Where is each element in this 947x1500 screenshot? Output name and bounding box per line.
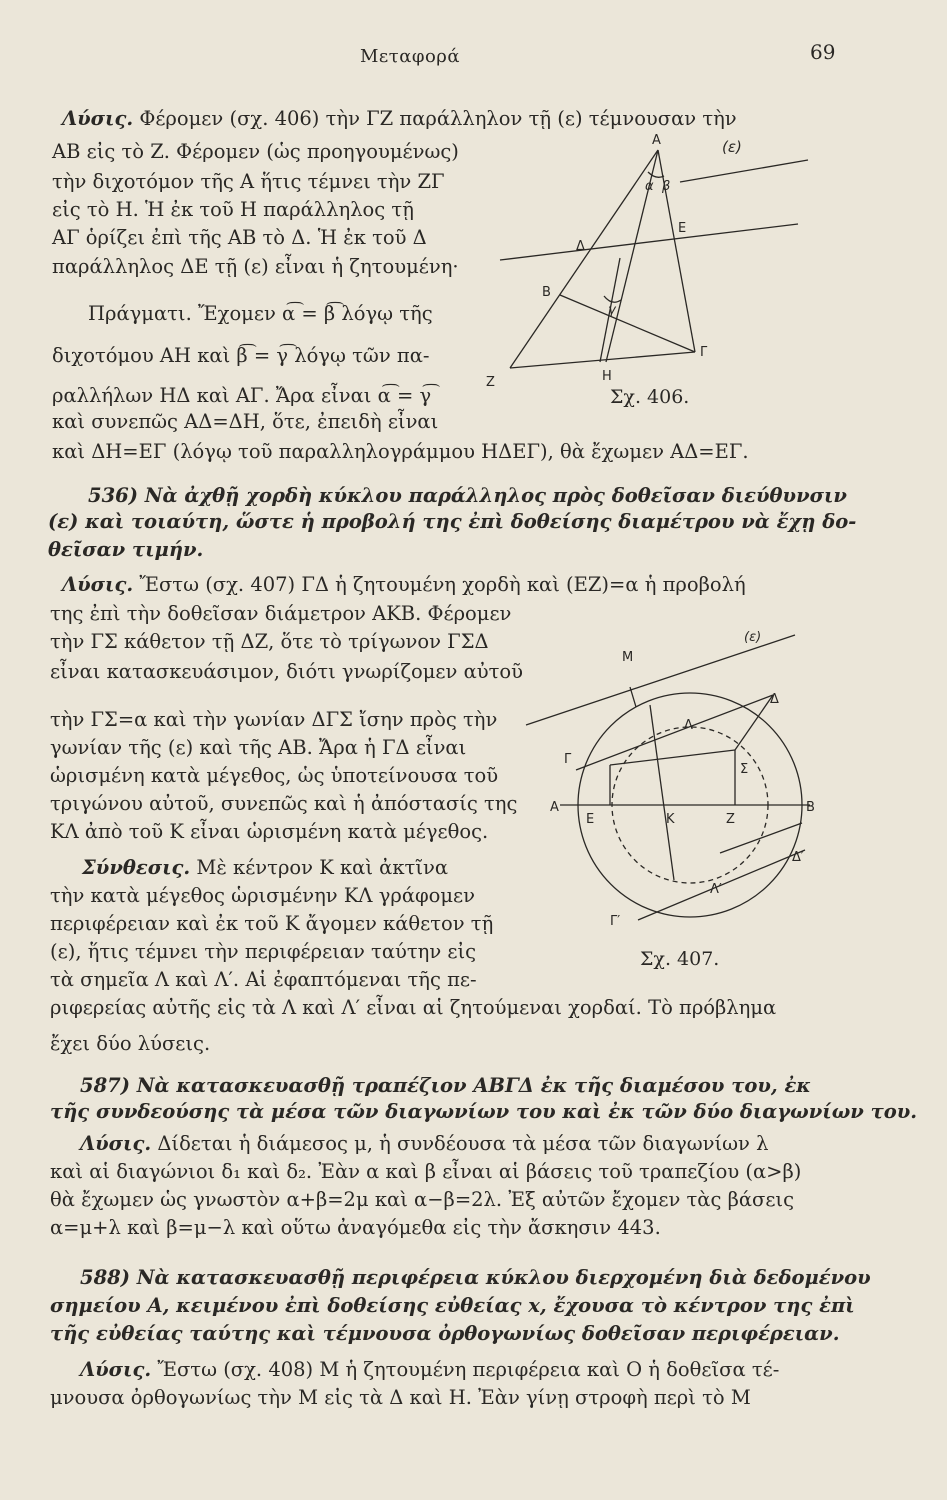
text-line: θὰ ἔχωμεν ὡς γνωστὸν α+β=2μ καὶ α−β=2λ. Ἐξ αὐτῶν ἔχομεν τὰς βάσεις: [50, 1188, 794, 1211]
problem-536-title: θεῖσαν τιμήν.: [48, 538, 204, 561]
text-line: ΑΓ ὁρίζει ἐπὶ τῆς ΑΒ τὸ Δ. Ἡ ἐκ τοῦ Δ: [52, 226, 427, 249]
text-line: τὴν κατὰ μέγεθος ὡρισμένην ΚΛ γράφομεν: [50, 884, 476, 907]
text-line: της ἐπὶ τὴν δοθεῖσαν διάμετρον ΑΚΒ. Φέρομεν: [50, 602, 512, 625]
solution-lead: Λύσις.: [80, 1358, 152, 1381]
label-gamma-prime: Γ′: [610, 914, 621, 929]
text-line: καὶ συνεπῶς ΑΔ=ΔΗ, ὅτε, ἐπειδὴ εἶναι: [52, 410, 439, 433]
text-line: καὶ ΔΗ=ΕΓ (λόγῳ τοῦ παραλληλογράμμου ΗΔΕΓ), θὰ ἔχωμεν ΑΔ=ΕΓ.: [52, 440, 749, 463]
solution-lead: Λύσις.: [62, 573, 134, 596]
label-z: Ζ: [486, 375, 495, 390]
label-gamma-cap: Γ: [700, 345, 708, 360]
text-line: τριγώνου αὐτοῦ, συνεπῶς καὶ ἡ ἀπόστασίς της: [50, 792, 518, 815]
problem-587-title: τῆς συνδεούσης τὰ μέσα τῶν διαγωνίων του καὶ ἐκ τῶν δύο διαγωνίων του.: [50, 1100, 918, 1123]
text-line: Πράγματι. Ἔχομεν α͡ = β͡ λόγῳ τῆς: [88, 302, 433, 325]
figure-406: [480, 130, 840, 400]
label-z: Ζ: [726, 812, 735, 827]
label-delta-prime: Δ′: [792, 850, 804, 865]
text-line: τὰ σημεῖα Λ καὶ Λ′. Αἱ ἐφαπτόμεναι τῆς πε-: [50, 968, 477, 991]
problem-588-title: σημείου Α, κειμένου ἐπὶ δοθείσης εὐθείας x, ἔχουσα τὸ κέντρον της ἐπὶ: [50, 1294, 855, 1317]
synthesis-lead: Σύνθεσις.: [82, 856, 191, 879]
label-b: Β: [542, 285, 551, 300]
text-line: ραλλήλων ΗΔ καὶ ΑΓ. Ἄρα εἶναι α͡ = γ͡: [52, 384, 432, 407]
text-line: τὴν ΓΣ κάθετον τῇ ΔΖ, ὅτε τὸ τρίγωνον ΓΣΔ: [50, 630, 489, 653]
text-line: παράλληλος ΔΕ τῇ (ε) εἶναι ἡ ζητουμένη·: [52, 255, 459, 278]
text-line: Λύσις. Φέρομεν (σχ. 406) τὴν ΓΖ παράλληλον τῇ (ε) τέμνουσαν τὴν: [62, 107, 737, 130]
problem-536-title: 536) Νὰ ἀχθῇ χορδὴ κύκλου παράλληλος πρὸς δοθεῖσαν διεύθυνσιν: [88, 484, 847, 507]
text-line: ΚΛ ἀπὸ τοῦ Κ εἶναι ὡρισμένη κατὰ μέγεθος.: [50, 820, 489, 843]
text-line: α=μ+λ καὶ β=μ−λ καὶ οὕτω ἀναγόμεθα εἰς τὴν ἄσκησιν 443.: [50, 1216, 661, 1239]
label-delta: Δ: [576, 239, 585, 254]
label-delta: Δ: [770, 692, 779, 707]
text-line: διχοτόμου ΑΗ καὶ β͡ = γ͡ λόγῳ τῶν πα-: [52, 344, 430, 367]
text-line: ριφερείας αὐτῆς εἰς τὰ Λ καὶ Λ′ εἶναι αἱ ζητούμεναι χορδαί. Τὸ πρόβλημα: [50, 996, 777, 1019]
running-header: Μεταφορά: [360, 46, 461, 67]
problem-587-title: 587) Νὰ κατασκευασθῇ τραπέζιον ΑΒΓΔ ἐκ τῆς διαμέσου του, ἐκ: [80, 1074, 811, 1097]
label-lambda-prime: Λ′: [710, 882, 722, 897]
label-e: Ε: [586, 812, 595, 827]
text-line: Λύσις. Ἔστω (σχ. 408) Μ ἡ ζητουμένη περιφέρεια καὶ Ο ἡ δοθεῖσα τέ-: [80, 1358, 780, 1381]
text-line: εἰς τὸ Η. Ἡ ἐκ τοῦ Η παράλληλος τῇ: [52, 198, 414, 221]
figure-407-caption: Σχ. 407.: [640, 948, 720, 970]
label-a: Α: [550, 800, 559, 815]
solution-lead: Λύσις.: [62, 107, 134, 130]
label-beta: β: [662, 179, 671, 194]
text-line: Λύσις. Δίδεται ἡ διάμεσος μ, ἡ συνδέουσα τὰ μέσα τῶν διαγωνίων λ: [80, 1132, 769, 1155]
solution-lead: Λύσις.: [80, 1132, 152, 1155]
page-number: 69: [810, 40, 836, 64]
label-epsilon: (ε): [744, 630, 762, 645]
label-h: Η: [602, 369, 612, 384]
label-lambda: Λ: [684, 718, 693, 733]
figure-407: [520, 625, 830, 945]
text-line: τὴν διχοτόμον τῆς Α ἥτις τέμνει τὴν ΖΓ: [52, 170, 445, 193]
text-line: ἔχει δύο λύσεις.: [50, 1032, 211, 1055]
label-e: Ε: [678, 221, 687, 236]
text-line: (ε), ἥτις τέμνει τὴν περιφέρειαν ταύτην εἰς: [50, 940, 477, 963]
figure-406-caption: Σχ. 406.: [610, 386, 690, 408]
problem-588-title: τῆς εὐθείας ταύτης καὶ τέμνουσα ὀρθογωνίως δοθεῖσαν περιφέρειαν.: [50, 1322, 840, 1345]
label-sigma: Σ: [740, 762, 749, 777]
label-b: Β: [806, 800, 815, 815]
label-gamma: γ: [608, 303, 616, 318]
label-alpha: α: [645, 179, 654, 194]
text-line: καὶ αἱ διαγώνιοι δ₁ καὶ δ₂. Ἐὰν α καὶ β εἶναι αἱ βάσεις τοῦ τραπεζίου (α>β): [50, 1160, 802, 1183]
problem-588-title: 588) Νὰ κατασκευασθῇ περιφέρεια κύκλου διερχομένη διὰ δεδομένου: [80, 1266, 871, 1289]
text-line: ὡρισμένη κατὰ μέγεθος, ὡς ὑποτείνουσα τοῦ: [50, 764, 499, 787]
text-line: εἶναι κατασκευάσιμον, διότι γνωρίζομεν αὐτοῦ: [50, 660, 523, 683]
label-gamma: Γ: [564, 752, 572, 767]
text-line: γωνίαν τῆς (ε) καὶ τῆς ΑΒ. Ἄρα ἡ ΓΔ εἶναι: [50, 736, 467, 759]
problem-536-title: (ε) καὶ τοιαύτη, ὥστε ἡ προβολή της ἐπὶ δοθείσης διαμέτρου νὰ ἔχῃ δο-: [48, 510, 857, 533]
text-line: Λύσις. Ἔστω (σχ. 407) ΓΔ ἡ ζητουμένη χορδὴ καὶ (ΕΖ)=α ἡ προβολή: [62, 573, 746, 596]
label-a: Α: [652, 133, 661, 148]
label-m: Μ: [622, 650, 634, 665]
text-line: Σύνθεσις. Μὲ κέντρον Κ καὶ ἀκτῖνα: [82, 856, 448, 879]
text-line: τὴν ΓΣ=α καὶ τὴν γωνίαν ΔΓΣ ἴσην πρὸς τὴν: [50, 708, 498, 731]
label-epsilon: (ε): [722, 138, 742, 156]
text-line: περιφέρειαν καὶ ἐκ τοῦ Κ ἄγομεν κάθετον τῇ: [50, 912, 494, 935]
label-k: Κ: [666, 812, 675, 827]
text-line: ΑΒ εἰς τὸ Ζ. Φέρομεν (ὡς προηγουμένως): [52, 140, 459, 163]
text-line: μνουσα ὀρθογωνίως τὴν Μ εἰς τὰ Δ καὶ Η. Ἐὰν γίνῃ στροφὴ περὶ τὸ Μ: [50, 1386, 751, 1409]
